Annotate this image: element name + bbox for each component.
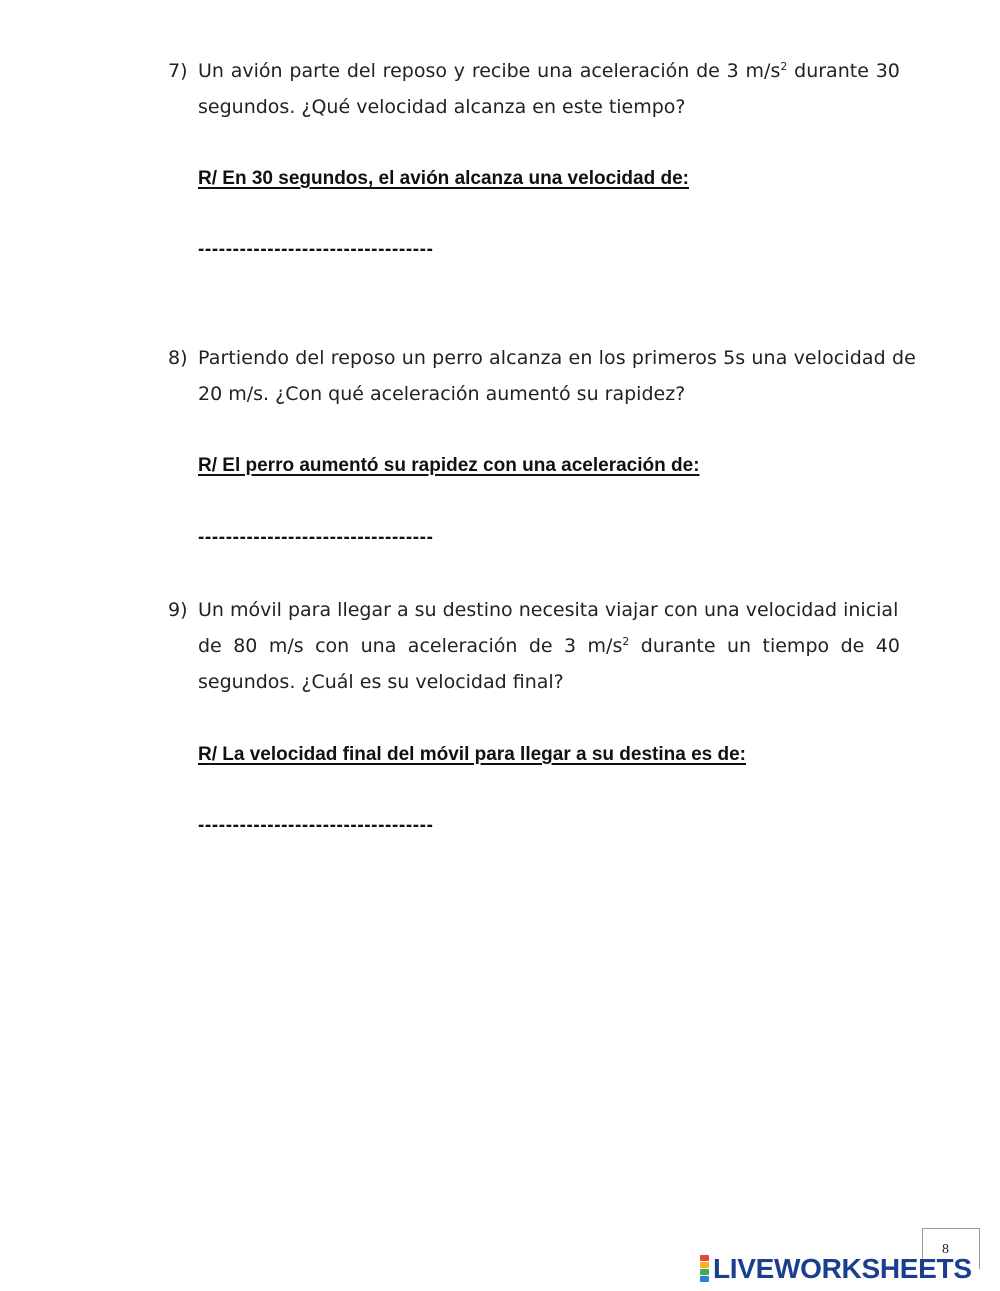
question-9-line-2-word: de xyxy=(198,635,222,657)
question-7-line-1-word: y xyxy=(453,60,466,82)
question-9-line-2-word: de xyxy=(840,635,865,657)
question-9-line-2-word: de xyxy=(528,635,553,657)
question-7-line-1-word: parte xyxy=(289,60,341,82)
question-8-answer-label: R/ El perro aumentó su rapidez con una aceleración de: xyxy=(198,455,700,476)
question-7-line-2: segundos. ¿Qué velocidad alcanza en este tiempo? xyxy=(198,96,686,118)
logo-block-l xyxy=(700,1255,709,1261)
question-9-line-3: segundos. ¿Cuál es su velocidad final? xyxy=(198,671,564,693)
question-9-line-2-word: 3 xyxy=(564,635,577,657)
question-7-line-1-unit-exponent: 2 xyxy=(780,60,788,73)
question-7-line-1-word: 3 xyxy=(726,60,739,82)
question-7-line-1-word: aceleración xyxy=(579,60,690,82)
question-7-line-1-word: de xyxy=(696,60,720,82)
question-7-answer-label: R/ En 30 segundos, el avión alcanza una velocidad de: xyxy=(198,168,689,189)
question-9-line-2-unit-exponent: 2 xyxy=(622,635,630,648)
question-9-line-2-word: 40 xyxy=(875,635,900,657)
logo-block-e xyxy=(700,1276,709,1282)
question-9-line-2-word: con xyxy=(315,635,350,657)
question-9-line-2 xyxy=(198,635,900,657)
question-9-line-2-word: tiempo xyxy=(762,635,830,657)
question-8-answer-blank[interactable]: ---------------------------------- xyxy=(198,527,434,548)
question-9-line-1: Un móvil para llegar a su destino necesita viajar con una velocidad inicial xyxy=(198,599,899,621)
logo-block-v xyxy=(700,1269,709,1275)
liveworksheets-icon xyxy=(700,1255,709,1283)
liveworksheets-wordmark: LIVEWORKSHEETS xyxy=(713,1253,972,1284)
question-9-line-2-word: una xyxy=(360,635,397,657)
question-7-line-1-word: reposo xyxy=(382,60,447,82)
question-9-line-2-word: m/s xyxy=(268,635,304,657)
question-9-line-2-word: un xyxy=(726,635,752,657)
question-7-line-1 xyxy=(198,60,900,82)
question-8-number: 8) xyxy=(168,347,188,369)
question-7-line-1-word: avión xyxy=(230,60,283,82)
question-9-line-2-unit: $m/s^2$ xyxy=(587,635,630,657)
liveworksheets-logo xyxy=(700,1254,972,1284)
question-7-line-1-word: recibe xyxy=(471,60,531,82)
question-8-line-1: Partiendo del reposo un perro alcanza en los primeros 5s una velocidad de xyxy=(198,347,916,369)
logo-block-i xyxy=(700,1262,709,1268)
question-7-line-1-word: durante xyxy=(794,60,869,82)
question-9-answer-label: R/ La velocidad final del móvil para llegar a su destina es de: xyxy=(198,744,747,765)
question-9-line-2-word: durante xyxy=(640,635,716,657)
question-7-line-1-word: 30 xyxy=(875,60,900,82)
question-9-answer-blank[interactable]: ---------------------------------- xyxy=(198,815,434,836)
page-number: 8 xyxy=(942,1242,949,1257)
question-9-line-2-word: 80 xyxy=(233,635,258,657)
question-9-line-2-word: aceleración xyxy=(407,635,518,657)
question-8-line-2: 20 m/s. ¿Con qué aceleración aumentó su rapidez? xyxy=(198,383,686,405)
question-9-number: 9) xyxy=(168,599,188,621)
question-7-line-1-unit: $m/s^2$ xyxy=(745,60,788,82)
question-7-line-1-word: una xyxy=(537,60,573,82)
question-7-number: 7) xyxy=(168,60,188,82)
question-7-answer-blank[interactable]: ---------------------------------- xyxy=(198,239,434,260)
question-7-line-1-word: Un xyxy=(198,60,224,82)
question-7-line-1-word: del xyxy=(346,60,376,82)
